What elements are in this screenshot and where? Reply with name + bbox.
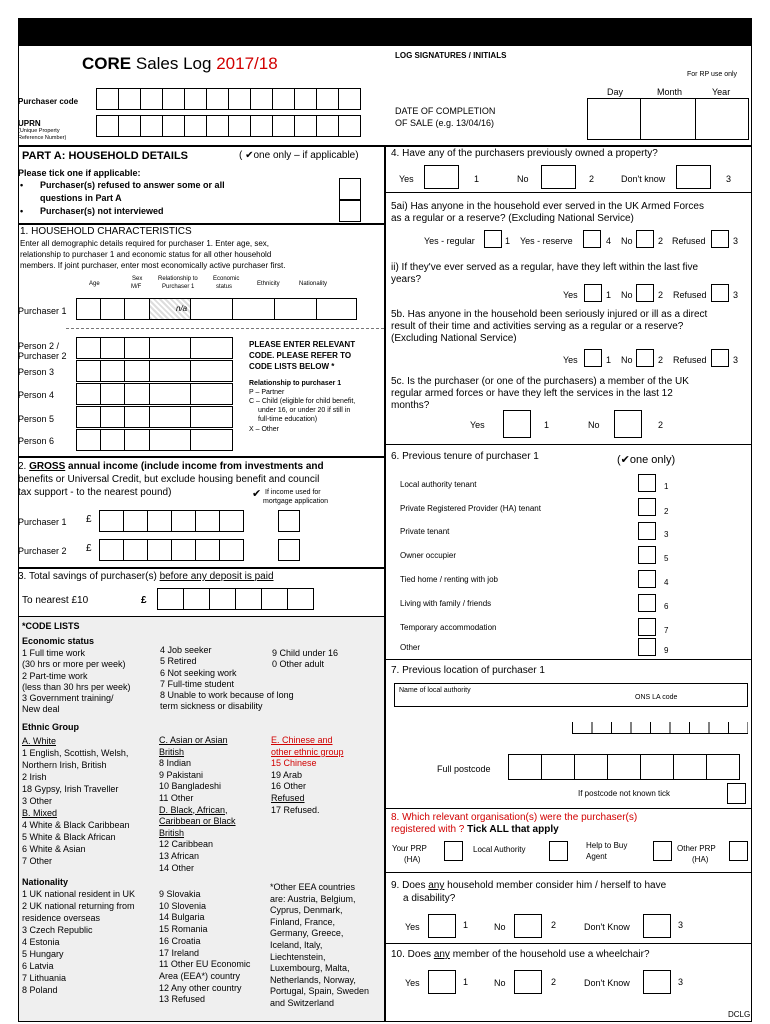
form-title: CORE Sales Log 2017/18 <box>82 54 278 73</box>
q7-ons-label: ONS LA code <box>635 694 678 701</box>
income-p2-label: Purchaser 2 <box>18 546 67 556</box>
q5b-no-label: No <box>621 355 633 365</box>
q7-ons-code-field[interactable] <box>572 722 748 734</box>
hh-title: 1. HOUSEHOLD CHARACTERISTICS <box>20 226 192 237</box>
q10-dk-label: Don't Know <box>584 978 630 988</box>
q9-dk-label: Don't Know <box>584 922 630 932</box>
q5c-yes-box[interactable] <box>503 410 531 438</box>
q8-la-label: Local Authority <box>473 845 526 854</box>
q6-opt-4-code: 5 <box>664 554 669 563</box>
q6-opt-2-box[interactable] <box>638 498 656 516</box>
separator <box>18 567 385 569</box>
q5c-no-box[interactable] <box>614 410 642 438</box>
rel-c1: C – Child (eligible for child benefit, <box>249 398 356 405</box>
q9-no-code: 2 <box>551 920 557 930</box>
income-p1-boxes[interactable] <box>100 510 244 532</box>
day-label: Day <box>607 87 624 97</box>
dashed-separator <box>66 328 384 329</box>
q5ai-regular-code: 1 <box>505 236 511 246</box>
q4-dk-label: Don't know <box>621 174 666 184</box>
q5b-refused-label: Refused <box>673 355 707 365</box>
q5aii-yes-box[interactable] <box>584 284 602 302</box>
q8-other-prp-label-2: (HA) <box>692 855 709 864</box>
column-divider <box>384 146 386 1022</box>
part-a-title: PART A: HOUSEHOLD DETAILS <box>22 150 189 162</box>
refused-label-1: Purchaser(s) refused to answer some or all <box>40 180 225 190</box>
q10-yes-box[interactable] <box>428 970 456 994</box>
row-person-6: Person 6 <box>18 436 55 446</box>
q8-prp-checkbox[interactable] <box>444 841 463 861</box>
q9-question-2: a disability? <box>403 893 456 904</box>
q8-hb-checkbox[interactable] <box>653 841 672 861</box>
income-p1-mortgage-checkbox[interactable] <box>278 510 300 532</box>
nat-list-1: 1 UK national resident in UK 2 UK national returning from residence overseas 3 Czech Republic 4 Estonia 5 Hungary 6 Latvia 7 Lithuania 8 Poland <box>22 889 136 995</box>
completion-date-boxes[interactable] <box>588 98 749 140</box>
rp-use-label: For RP use only <box>687 71 738 78</box>
q6-question: 6. Previous tenure of purchaser 1 <box>391 451 539 462</box>
na-label: n/a <box>176 304 188 313</box>
completion-label-1: DATE OF COMPLETION <box>395 106 496 116</box>
col-rel-1: Relationship to <box>158 276 198 282</box>
income-question-3: tax support - to the nearest pound) <box>18 487 172 498</box>
q6-opt-3-box[interactable] <box>638 522 656 540</box>
q4-question: 4. Have any of the purchasers previously owned a property? <box>391 148 658 159</box>
row-person-2a: Person 2 / <box>18 341 60 351</box>
q6-opt-2-code: 2 <box>664 507 669 516</box>
q4-no-box[interactable] <box>541 165 576 189</box>
q5ai-question-2: as a regular or a reserve? (Excluding National Service) <box>391 213 634 224</box>
rel-p: P – Partner <box>249 389 285 396</box>
uprn-sub2: Reference Number) <box>18 135 67 141</box>
q5ai-reserve-box[interactable] <box>583 230 601 248</box>
savings-nearest: To nearest £10 <box>22 595 89 606</box>
savings-pound: £ <box>141 595 147 606</box>
q5aii-question-1: ii) If they've ever served as a regular, have they left within the last five <box>391 262 699 273</box>
q7-question: 7. Previous location of purchaser 1 <box>391 665 545 676</box>
q5b-no-code: 2 <box>658 355 664 365</box>
q8-question-2: registered with ? Tick ALL that apply <box>391 824 559 835</box>
header-bar <box>18 18 752 46</box>
month-label: Month <box>657 87 683 97</box>
col-age: Age <box>89 281 100 287</box>
q4-yes-box[interactable] <box>424 165 459 189</box>
q6-opt-4-box[interactable] <box>638 546 656 564</box>
q6-opt-6-code: 6 <box>664 602 669 611</box>
tick-icon: ✔ <box>252 488 262 500</box>
q5b-question-2: result of their time and activities serving as a regular or a reserve? <box>391 321 684 332</box>
q5c-yes-label: Yes <box>470 420 485 430</box>
savings-boxes[interactable] <box>158 588 314 610</box>
q5aii-question-2: years? <box>391 274 422 285</box>
income-p1-pound: £ <box>86 514 92 525</box>
q6-opt-8-code: 9 <box>664 646 669 655</box>
q10-no-box[interactable] <box>514 970 542 994</box>
purchaser-code-boxes[interactable] <box>97 88 361 110</box>
q4-dk-box[interactable] <box>676 165 711 189</box>
purchaser-1-boxes[interactable] <box>77 298 357 320</box>
used-for-mortgage-2: mortgage application <box>263 498 328 505</box>
q10-dk-box[interactable] <box>643 970 671 994</box>
q10-dk-code: 3 <box>678 977 684 987</box>
q5c-yes-code: 1 <box>544 420 550 430</box>
q6-opt-4-label: Owner occupier <box>400 551 457 560</box>
row-person-3: Person 3 <box>18 367 55 377</box>
q5b-question-1: 5b. Has anyone in the household been seriously injured or ill as a direct <box>391 309 708 320</box>
q6-opt-8-box[interactable] <box>638 638 656 656</box>
q5ai-refused-box[interactable] <box>711 230 729 248</box>
part-a-one-only: ( ✔one only – if applicable) <box>239 150 359 161</box>
section-separator <box>18 145 752 147</box>
q5c-question-2: regular armed forces or have they left the services in the last 12 <box>391 388 673 399</box>
q4-yes-label: Yes <box>399 174 414 184</box>
col-nat: Nationality <box>299 281 328 287</box>
uprn-label: UPRN <box>18 119 41 128</box>
income-question-1: 2. GROSS annual income (include income from investments and <box>18 461 324 472</box>
separator <box>385 943 752 944</box>
q5b-question-3: (Excluding National Service) <box>391 333 517 344</box>
income-question-2: benefits or Universal Credit, but exclude housing benefit and council <box>18 474 320 485</box>
hh-instr-3: members. If joint purchaser, enter most economically active purchaser first. <box>20 261 286 270</box>
q6-opt-1-code: 1 <box>664 482 669 491</box>
rel-x: X – Other <box>249 426 279 433</box>
dclg-footer: DCLG <box>728 1010 751 1019</box>
income-p2-pound: £ <box>86 543 92 554</box>
q5c-question-3: months? <box>391 400 430 411</box>
q5b-yes-box[interactable] <box>584 349 602 367</box>
q9-no-label: No <box>494 922 506 932</box>
q5c-question-1: 5c. Is the purchaser (or one of the purchasers) a member of the UK <box>391 376 689 387</box>
q5ai-refused-code: 3 <box>733 236 739 246</box>
savings-question: 3. Total savings of purchaser(s) before any deposit is paid <box>18 571 274 582</box>
q9-yes-code: 1 <box>463 920 469 930</box>
col-sex-1: Sex <box>132 276 143 282</box>
eco-list-1: 1 Full time work (30 hrs or more per week) 2 Part-time work (less than 30 hrs per week) 3 Government training/ New deal <box>22 648 131 715</box>
q5ai-no-code: 2 <box>658 236 664 246</box>
q6-opt-7-label: Temporary accommodation <box>400 623 497 632</box>
eco-title: Economic status <box>22 636 95 646</box>
eco-list-3: 9 Child under 16 0 Other adult <box>272 648 339 670</box>
q5b-refused-box[interactable] <box>711 349 729 367</box>
separator <box>385 444 752 445</box>
q7-postcode-boxes[interactable] <box>509 754 740 780</box>
refused-checkbox[interactable] <box>339 178 361 200</box>
q5aii-refused-box[interactable] <box>711 284 729 302</box>
log-signatures-label: LOG SIGNATURES / INITIALS <box>395 51 507 60</box>
separator <box>18 223 385 225</box>
eth-list-c: C. Asian or Asian British 8 Indian 9 Pakistani 10 Bangladeshi 11 Other D. Black, African, Caribbean or Black British 12 Caribbean 13 African 14 Other <box>159 735 236 873</box>
enter-code-1: PLEASE ENTER RELEVANT <box>249 340 356 349</box>
q6-opt-5-code: 4 <box>664 578 669 587</box>
q9-question-1: 9. Does any household member consider him / herself to have <box>391 880 667 891</box>
q6-opt-1-label: Local authority tenant <box>400 480 477 489</box>
q5ai-refused-label: Refused <box>672 236 706 246</box>
used-for-mortgage-1: If income used for <box>265 489 321 496</box>
q10-question: 10. Does any member of the household use a wheelchair? <box>391 949 650 960</box>
col-eco-2: status <box>216 284 233 290</box>
q4-no-code: 2 <box>589 174 595 184</box>
q6-opt-1-box[interactable] <box>638 474 656 492</box>
q8-other-prp-checkbox[interactable] <box>729 841 748 861</box>
q4-no-label: No <box>517 174 529 184</box>
q5b-refused-code: 3 <box>733 355 739 365</box>
col-eth: Ethnicity <box>257 281 280 287</box>
q5aii-no-box[interactable] <box>636 284 654 302</box>
q8-hb-label-2: Agent <box>586 852 607 861</box>
q6-opt-6-label: Living with family / friends <box>400 599 492 608</box>
q8-la-checkbox[interactable] <box>549 841 568 861</box>
not-interviewed-checkbox[interactable] <box>339 200 361 222</box>
q5aii-refused-label: Refused <box>673 290 707 300</box>
person-rows-grid[interactable] <box>77 337 233 452</box>
q5ai-regular-box[interactable] <box>484 230 502 248</box>
q7-unknown-checkbox[interactable] <box>727 783 746 804</box>
q4-yes-code: 1 <box>474 174 480 184</box>
q10-yes-code: 1 <box>463 977 469 987</box>
q9-dk-code: 3 <box>678 920 684 930</box>
separator <box>385 192 752 193</box>
q6-opt-3-label: Private tenant <box>400 527 450 536</box>
q6-opt-5-box[interactable] <box>638 570 656 588</box>
q6-opt-5-label: Tied home / renting with job <box>400 575 498 584</box>
separator <box>385 808 752 809</box>
q5b-no-box[interactable] <box>636 349 654 367</box>
q5aii-yes-label: Yes <box>563 290 578 300</box>
hh-instr-1: Enter all demographic details required for purchaser 1. Enter age, sex, <box>20 239 270 248</box>
q5ai-reserve-label: Yes - reserve <box>520 236 573 246</box>
hh-instr-2: relationship to purchaser 1 and economic status for all other household <box>20 250 272 259</box>
col-rel-2: Purchaser 1 <box>162 284 195 290</box>
q6-opt-3-code: 3 <box>664 530 669 539</box>
rel-title: Relationship to purchaser 1 <box>249 380 342 387</box>
enter-code-2: CODE. PLEASE REFER TO <box>249 351 352 360</box>
q5c-no-code: 2 <box>658 420 664 430</box>
q7-la-label: Name of local authority <box>399 687 471 694</box>
refused-label-2: questions in Part A <box>40 193 122 203</box>
q5ai-regular-label: Yes - regular <box>424 236 475 246</box>
q7-postcode-label: Full postcode <box>437 764 491 774</box>
purchaser-code-label: Purchaser code <box>18 97 79 106</box>
completion-label-2: OF SALE (e.g. 13/04/16) <box>395 118 495 128</box>
q6-opt-7-code: 7 <box>664 626 669 635</box>
q4-dk-code: 3 <box>726 174 732 184</box>
rel-c3: full-time education) <box>258 416 318 423</box>
income-p2-mortgage-checkbox[interactable] <box>278 539 300 561</box>
eth-title: Ethnic Group <box>22 722 79 732</box>
q6-opt-6-box[interactable] <box>638 594 656 612</box>
rel-c2: under 16, or under 20 if still in <box>258 407 351 414</box>
q5ai-question-1: 5ai) Has anyone in the household ever served in the UK Armed Forces <box>391 201 704 212</box>
income-p1-label: Purchaser 1 <box>18 517 67 527</box>
row-purchaser-1: Purchaser 1 <box>18 306 67 316</box>
row-person-2b: Purchaser 2 <box>18 351 67 361</box>
row-person-5: Person 5 <box>18 414 55 424</box>
q5aii-yes-code: 1 <box>606 290 612 300</box>
q7-unknown-label: If postcode not known tick <box>578 789 671 798</box>
enter-code-3: CODE LISTS BELOW * <box>249 362 335 371</box>
q9-dk-box[interactable] <box>643 914 671 938</box>
q5c-no-label: No <box>588 420 600 430</box>
uprn-boxes[interactable] <box>97 115 361 137</box>
q6-opt-2-label: Private Registered Provider (HA) tenant <box>400 504 541 513</box>
eth-list-e: E. Chinese and other ethnic group 15 Chinese 19 Arab 16 Other Refused 17 Refused. <box>271 735 344 815</box>
q5b-yes-code: 1 <box>606 355 612 365</box>
q10-no-label: No <box>494 978 506 988</box>
tick-if-label: Please tick one if applicable: <box>18 168 141 178</box>
nat-list-2: 9 Slovakia 10 Slovenia 14 Bulgaria 15 Romania 16 Croatia 17 Ireland 11 Other EU Economic Area (EEA*) country 12 Any other country 13 Refused <box>159 889 251 1005</box>
q5b-yes-label: Yes <box>563 355 578 365</box>
col-eco-1: Economic <box>213 276 240 282</box>
nat-title: Nationality <box>22 877 69 887</box>
q5ai-no-box[interactable] <box>636 230 654 248</box>
bullet-1: • <box>20 180 24 190</box>
q8-prp-label-2: (HA) <box>404 855 421 864</box>
q6-opt-7-box[interactable] <box>638 618 656 636</box>
q9-no-box[interactable] <box>514 914 542 938</box>
q8-other-prp-label-1: Other PRP <box>677 844 716 853</box>
eth-list-a: A. White 1 English, Scottish, Welsh, Northern Irish, British 2 Irish 18 Gypsy, Irish Traveller 3 Other B. Mixed 4 White & Black Caribbean 5 White & Black African 6 White & Asian 7 Other <box>22 736 130 866</box>
q8-question-1: 8. Which relevant organisation(s) were the purchaser(s) <box>391 812 638 823</box>
col-sex-2: M/F <box>131 284 142 290</box>
q5aii-no-code: 2 <box>658 290 664 300</box>
separator <box>385 872 752 873</box>
row-person-4: Person 4 <box>18 390 55 400</box>
q5aii-refused-code: 3 <box>733 290 739 300</box>
q9-yes-label: Yes <box>405 922 420 932</box>
separator <box>385 659 752 660</box>
bullet-2: • <box>20 206 24 216</box>
separator <box>18 456 385 458</box>
q5aii-no-label: No <box>621 290 633 300</box>
uprn-sub1: (Unique Property <box>18 128 60 134</box>
code-lists-title: *CODE LISTS <box>22 621 80 631</box>
not-interviewed-label: Purchaser(s) not interviewed <box>40 206 164 216</box>
year-label: Year <box>712 87 731 97</box>
q9-yes-box[interactable] <box>428 914 456 938</box>
q8-prp-label-1: Your PRP <box>392 844 427 853</box>
q8-hb-label-1: Help to Buy <box>586 841 628 850</box>
q6-one-only: (✔one only) <box>617 454 676 466</box>
q5ai-no-label: No <box>621 236 633 246</box>
q10-no-code: 2 <box>551 977 557 987</box>
q5ai-reserve-code: 4 <box>606 236 612 246</box>
nat-list-3: *Other EEA countries are: Austria, Belgium, Cyprus, Denmark, Finland, France, Germany, Greece, Iceland, Italy, Liechtenstein, Luxembourg, Malta, Netherlands, Norway, Portugal, Spain, Sweden and Switzerland <box>270 882 370 1008</box>
income-p2-boxes[interactable] <box>100 539 244 561</box>
q6-opt-8-label: Other <box>400 643 421 652</box>
eco-list-2: 4 Job seeker 5 Retired 6 Not seeking work 7 Full-time student 8 Unable to work because of long term sickness or disability <box>160 645 294 712</box>
q10-yes-label: Yes <box>405 978 420 988</box>
